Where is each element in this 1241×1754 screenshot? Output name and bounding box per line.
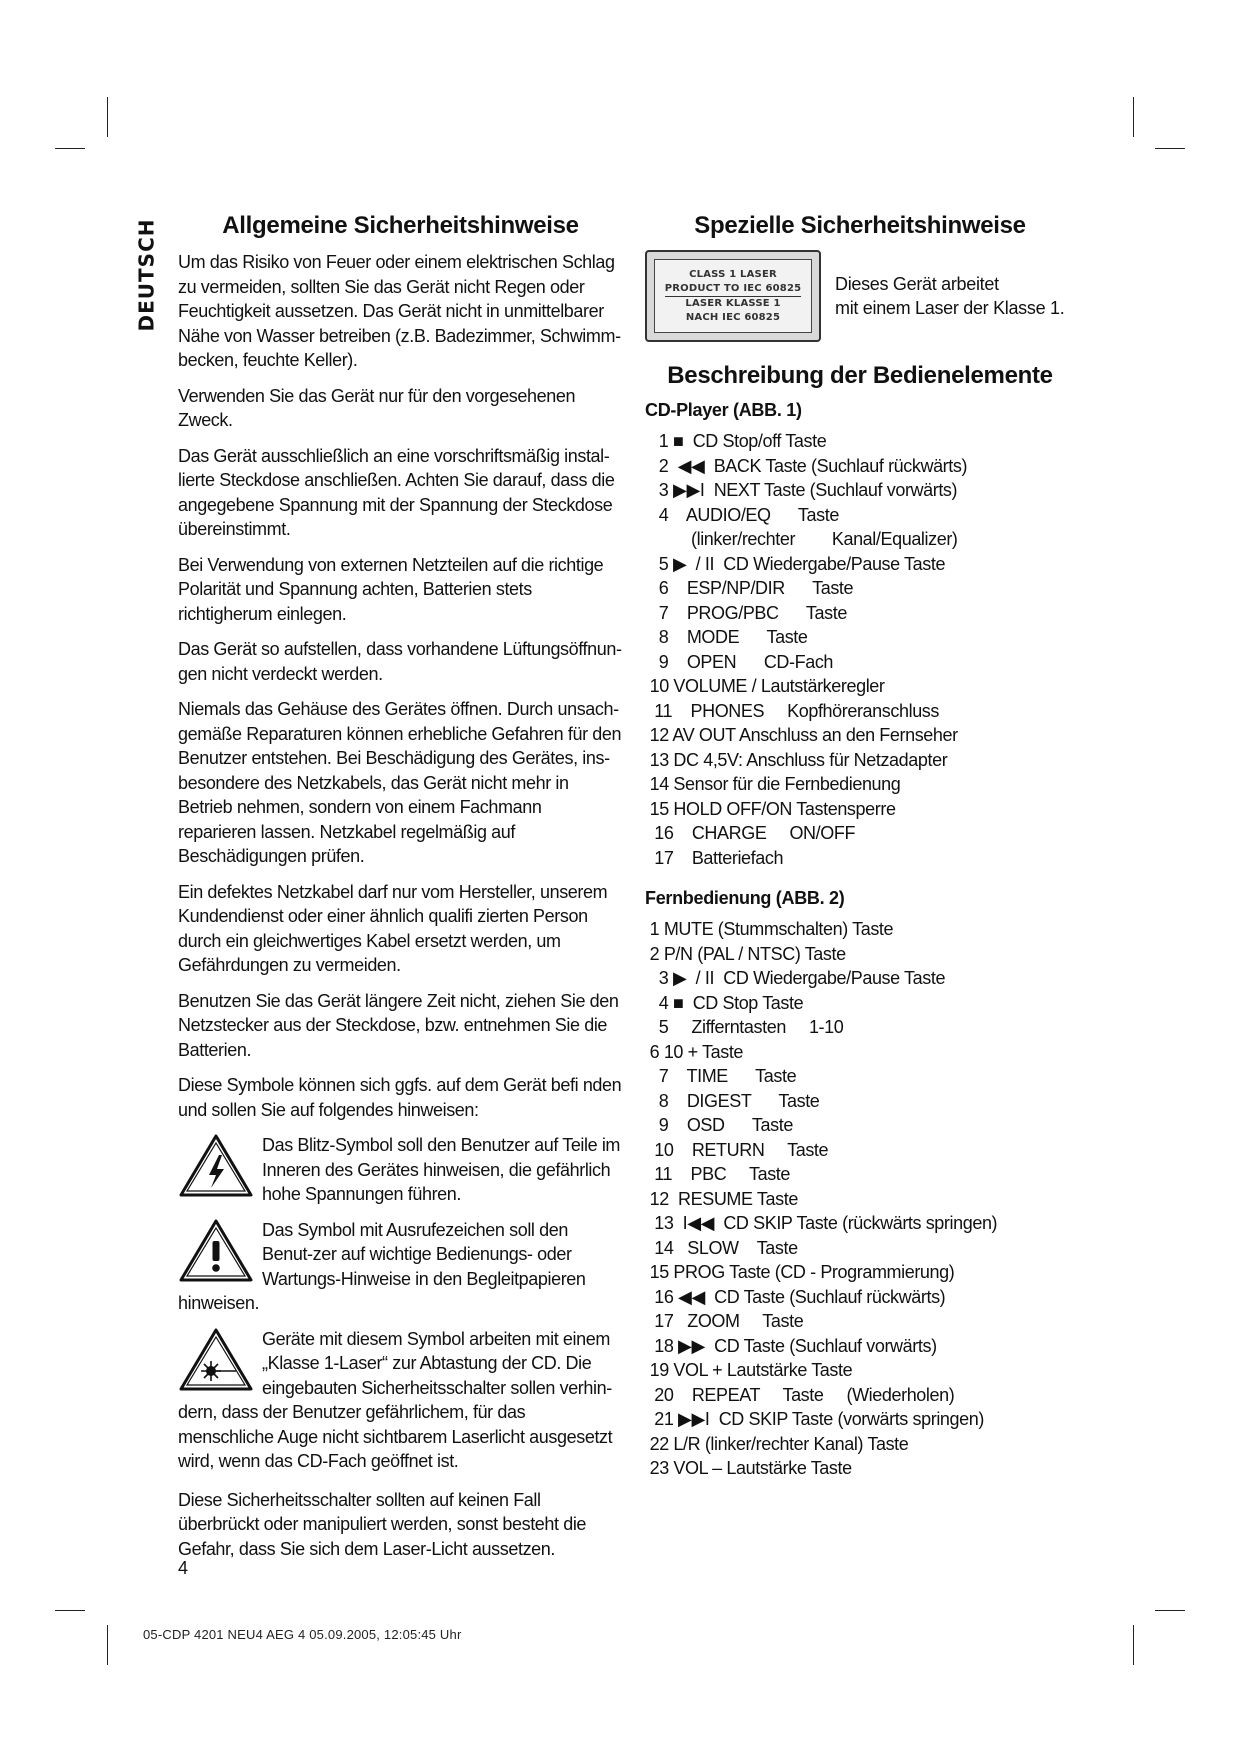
- remote-list: [645, 917, 1075, 1481]
- paragraph: Bei Verwendung von externen Netzteilen auf die richtige Polarität und Spannung achten, Batterien stets richtigherum einlegen.: [178, 554, 604, 624]
- list-item: 1 ■ CD Stop/off Taste: [645, 431, 827, 451]
- list-item: (linker/rechter Kanal/Equalizer): [645, 529, 958, 549]
- crop-mark: [1155, 1610, 1185, 1611]
- laser-symbol-text: Geräte mit diesem Symbol arbeiten mit einem „Klasse 1-Laser“ zur Abtastung der CD. Die eingebauten Sicherheitsschalter sollen verhin-dern, dass der Benutzer gefährlichem, für das menschliche Auge nicht sichtbarem Laserlicht ausgesetzt wird, wenn das CD-Fach geöffnet ist.: [178, 1328, 613, 1471]
- lightning-symbol-note: [178, 1133, 623, 1207]
- list-item: 8 DIGEST Taste: [645, 1090, 820, 1111]
- list-item: 22 L/R (linker/rechter Kanal) Taste: [645, 1433, 909, 1454]
- list-item: 15 PROG Taste (CD - Programmierung): [645, 1262, 955, 1282]
- laser-label-line: LASER KLASSE 1: [685, 297, 781, 309]
- specific-safety-section: [645, 212, 1075, 1499]
- page-number: 4: [178, 1558, 189, 1578]
- list-item: 17 Batteriefach: [645, 847, 784, 868]
- list-item: 4 AUDIO/EQ Taste: [645, 504, 839, 525]
- print-footer: 05-CDP 4201 NEU4 AEG 4 05.09.2005, 12:05:45 Uhr: [143, 1627, 462, 1642]
- list-item: 2 ◀◀ BACK Taste (Suchlauf rückwärts): [645, 455, 968, 476]
- list-item: 13 DC 4,5V: Anschluss für Netzadapter: [645, 749, 948, 770]
- list-item: 8 MODE Taste: [645, 627, 808, 647]
- crop-mark: [55, 148, 85, 149]
- paragraph: Benutzen Sie das Gerät längere Zeit nicht, ziehen Sie den Netzstecker aus der Steckdose, bzw. entnehmen Sie die Batterien.: [178, 990, 619, 1060]
- laser-label-line: PRODUCT TO IEC 60825: [665, 282, 802, 297]
- list-item: 20 REPEAT Taste (Wiederholen): [645, 1384, 955, 1405]
- lightning-symbol-text: Das Blitz-Symbol soll den Benutzer auf Teile im Inneren des Gerätes hinweisen, die gefährlich hohe Spannungen führen.: [262, 1135, 621, 1204]
- language-tab-label: DEUTSCH: [134, 218, 158, 332]
- paragraph: Um das Risiko von Feuer oder einem elektrischen Schlag zu vermeiden, sollten Sie das Gerät nicht Regen oder Feuchtigkeit aussetzen. Das Gerät nicht in unmittelbarer Nähe von Wasser betreiben (z.B. Badezimmer, Schwimm-becken, feuchte Keller).: [178, 252, 621, 370]
- general-safety-title: Allgemeine Sicherheitshinweise: [222, 212, 579, 239]
- lightning-icon: [178, 1133, 262, 1201]
- exclamation-symbol-note: [178, 1218, 623, 1316]
- exclamation-symbol-text: Das Symbol mit Ausrufezeichen soll den Benut-zer auf wichtige Bedienungs- oder Wartungs-Hinweise in den Begleitpapieren hinweisen.: [178, 1219, 586, 1313]
- laser-symbol-note: [178, 1327, 623, 1474]
- paragraph: Das Gerät so aufstellen, dass vorhandene Lüftungsöffnun-gen nicht verdeckt werden.: [178, 639, 622, 684]
- list-item: 6 10 + Taste: [645, 1041, 744, 1062]
- exclamation-warning-icon: [178, 1218, 262, 1286]
- list-item: 2 P/N (PAL / NTSC) Taste: [645, 943, 846, 964]
- language-tab: [134, 215, 158, 335]
- list-item: 11 PHONES Kopfhöreranschluss: [645, 700, 940, 721]
- list-item: 10 RETURN Taste: [645, 1139, 829, 1160]
- list-item: 5 ▶ / II CD Wiedergabe/Pause Taste: [645, 553, 946, 574]
- paragraph: Das Gerät ausschließlich an eine vorschriftsmäßig instal-lierte Steckdose anschließen. Achten Sie darauf, dass die angegebene Spannung mit der Spannung der Steckdose übereinstimmt.: [178, 445, 615, 539]
- closing-paragraph: Diese Sicherheitsschalter sollten auf keinen Fall überbrückt oder manipuliert werden, sonst besteht die Gefahr, dass Sie sich dem Laser-Licht aussetzen.: [178, 1489, 587, 1559]
- list-item: 4 ■ CD Stop Taste: [645, 992, 804, 1013]
- list-item: 17 ZOOM Taste: [645, 1311, 804, 1331]
- list-item: 5 Zifferntasten 1-10: [645, 1017, 844, 1037]
- crop-mark: [1133, 1625, 1134, 1665]
- paragraph: Ein defektes Netzkabel darf nur vom Hersteller, unserem Kundendienst oder einer ähnlich qualifi zierten Person durch ein gleichwertiges Kabel ersetzt werden, um Gefährdungen zu vermeiden.: [178, 881, 608, 975]
- list-item: 21 ▶▶I CD SKIP Taste (vorwärts springen): [645, 1409, 984, 1429]
- laser-warning-icon: [178, 1327, 262, 1395]
- list-item: 16 CHARGE ON/OFF: [645, 823, 856, 843]
- crop-mark: [1155, 148, 1185, 149]
- laser-label-line: CLASS 1 LASER: [689, 268, 777, 280]
- laser-text-line: Dieses Gerät arbeitet: [835, 273, 999, 294]
- list-item: 9 OPEN CD-Fach: [645, 651, 834, 672]
- remote-heading: Fernbedienung (ABB. 2): [645, 888, 845, 908]
- list-item: 12 RESUME Taste: [645, 1188, 798, 1209]
- list-item: 10 VOLUME / Lautstärkeregler: [645, 676, 885, 696]
- list-item: 19 VOL + Lautstärke Taste: [645, 1360, 853, 1380]
- list-item: 13 I◀◀ CD SKIP Taste (rückwärts springen): [645, 1213, 998, 1233]
- laser-text-line: mit einem Laser der Klasse 1.: [835, 298, 1065, 318]
- laser-class-text: [835, 272, 1064, 321]
- list-item: 6 ESP/NP/DIR Taste: [645, 578, 854, 598]
- list-item: 15 HOLD OFF/ON Tastensperre: [645, 798, 896, 819]
- list-item: 1 MUTE (Stummschalten) Taste: [645, 919, 894, 939]
- list-item: 11 PBC Taste: [645, 1164, 791, 1184]
- paragraph: Diese Symbole können sich ggfs. auf dem Gerät befi nden und sollen Sie auf folgendes hinweisen:: [178, 1075, 622, 1120]
- laser-label-line: NACH IEC 60825: [685, 311, 781, 323]
- crop-mark: [55, 1610, 85, 1611]
- laser-class-label: [645, 250, 821, 342]
- list-item: 18 ▶▶ CD Taste (Suchlauf vorwärts): [645, 1335, 937, 1356]
- crop-mark: [1133, 97, 1134, 137]
- list-item: 3 ▶▶I NEXT Taste (Suchlauf vorwärts): [645, 480, 958, 500]
- paragraph: Verwenden Sie das Gerät nur für den vorgesehenen Zweck.: [178, 385, 576, 430]
- laser-class-notice: [645, 250, 1075, 342]
- list-item: 23 VOL – Lautstärke Taste: [645, 1458, 852, 1478]
- list-item: 12 AV OUT Anschluss an den Fernseher: [645, 725, 958, 745]
- list-item: 16 ◀◀ CD Taste (Suchlauf rückwärts): [645, 1286, 946, 1307]
- general-safety-section: [178, 212, 623, 1572]
- list-item: 7 PROG/PBC Taste: [645, 602, 847, 623]
- paragraph: Niemals das Gehäuse des Gerätes öffnen. Durch unsach-gemäße Reparaturen können erhebliche Gefahren für den Benutzer entstehen. Bei Beschädigung des Gerätes, ins-besondere des Netzkabels, das Gerät nicht mehr in Betrieb nehmen, sondern von einem Fachmann reparieren lassen. Netzkabel regelmäßig auf Beschädigungen prüfen.: [178, 699, 622, 866]
- list-item: 3 ▶ / II CD Wiedergabe/Pause Taste: [645, 968, 946, 988]
- cd-player-list: [645, 429, 1075, 870]
- list-item: 9 OSD Taste: [645, 1115, 793, 1135]
- list-item: 14 Sensor für die Fernbedienung: [645, 774, 901, 794]
- list-item: 14 SLOW Taste: [645, 1237, 798, 1258]
- cd-player-heading: CD-Player (ABB. 1): [645, 400, 802, 420]
- list-item: 7 TIME Taste: [645, 1066, 797, 1086]
- controls-title: Beschreibung der Bedienelemente: [667, 362, 1053, 389]
- specific-safety-title: Spezielle Sicherheitshinweise: [694, 212, 1026, 239]
- crop-mark: [107, 1625, 108, 1665]
- crop-mark: [107, 97, 108, 137]
